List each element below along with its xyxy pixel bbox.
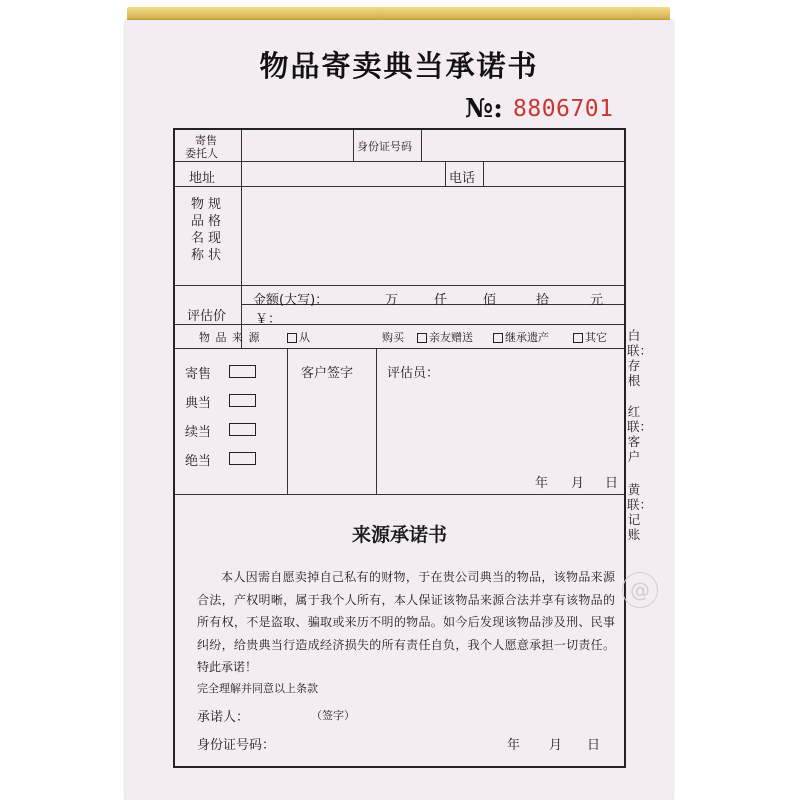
item-description-field[interactable] [243, 189, 621, 283]
source-from-option[interactable]: 从 [287, 329, 310, 345]
checkbox-icon [287, 333, 297, 343]
consignor-field[interactable] [242, 132, 352, 159]
page-title: 物品寄卖典当承诺书 [259, 49, 539, 83]
yen-label: ￥： [255, 312, 282, 327]
pledge-id-label: 身份证号码： [197, 738, 276, 753]
type-renew-checkbox[interactable] [229, 423, 256, 436]
type-consign-label: 寄售 [185, 367, 212, 382]
unit-bai: 佰 [483, 293, 497, 308]
appraiser-label: 评估员： [387, 366, 440, 381]
date-day: 日 [605, 476, 619, 491]
phone-label: 电话 [449, 171, 476, 186]
spec-label: 规 格 现 状 [208, 197, 222, 263]
side-copy-red: 红联：客户 [627, 404, 653, 464]
amount-upper-label: 金额(大写)： [253, 293, 329, 308]
source-other-option[interactable]: 其它 [573, 329, 607, 345]
pledge-date-month: 月 [549, 738, 563, 753]
unit-qian: 仟 [434, 293, 448, 308]
pledge-date-year: 年 [507, 738, 521, 753]
unit-shi: 拾 [536, 293, 550, 308]
date-month: 月 [571, 476, 585, 491]
unit-wan: 万 [385, 293, 399, 308]
source-purchase-text: 购买 [382, 331, 404, 344]
amount-figure-field[interactable] [285, 307, 615, 323]
side-copy-yellow: 黄联：记账 [627, 482, 653, 542]
agree-text: 完全理解并同意以上条款 [197, 682, 318, 695]
appraisal-label: 评估价 [187, 309, 227, 324]
checkbox-icon [573, 333, 583, 343]
customer-signature-label: 客户签字 [301, 366, 354, 381]
signature-hint: （签字） [311, 709, 355, 722]
type-forfeit-checkbox[interactable] [229, 452, 256, 465]
address-label: 地址 [189, 171, 216, 186]
checkbox-icon [493, 333, 503, 343]
pawn-form [173, 128, 626, 768]
pledge-heading: 来源承诺书 [351, 524, 447, 546]
consignor-label-2: 委托人 [185, 147, 218, 160]
item-name-label: 物 品 名 称 [191, 197, 205, 263]
unit-yuan: 元 [590, 293, 604, 308]
source-inherit-option[interactable]: 继承遗产 [493, 329, 549, 345]
pledger-label: 承诺人： [197, 710, 250, 725]
type-pawn-checkbox[interactable] [229, 394, 256, 407]
pledge-date-day: 日 [587, 738, 601, 753]
receipt-paper [125, 20, 673, 800]
serial-number-label: №: [465, 94, 503, 124]
pledge-body: 本人因需自愿卖掉自己私有的财物，于在贵公司典当的物品，该物品来源合法，产权明晰，属于我个人所有，本人保证该物品来源合法并享有该物品的所有权，不是盗取、骗取或来历不明的物品。如今后发现该物品涉及刑、民事纠纷，给贵典当行造成经济损失的所有责任自负，我个人愿意承担一切责任。特此承诺！ [197, 570, 615, 674]
source-gift-option[interactable]: 亲友赠送 [417, 329, 473, 345]
side-copy-white: 白联：存根 [627, 328, 653, 388]
serial-number: 8806701 [513, 96, 614, 122]
phone-field[interactable] [485, 164, 621, 184]
type-renew-label: 续当 [185, 425, 212, 440]
consignor-label: 寄售 [195, 134, 217, 147]
address-field[interactable] [243, 164, 443, 184]
source-label: 物 品 来 源 [199, 331, 261, 344]
checkbox-icon [417, 333, 427, 343]
type-pawn-label: 典当 [185, 396, 212, 411]
id-number-field[interactable] [423, 132, 621, 159]
date-year: 年 [535, 476, 549, 491]
id-number-label: 身份证号码 [357, 140, 412, 153]
type-consign-checkbox[interactable] [229, 365, 256, 378]
customer-signature-field[interactable] [289, 380, 374, 490]
type-forfeit-label: 绝当 [185, 454, 212, 469]
watermark-stamp: @ [622, 572, 658, 608]
